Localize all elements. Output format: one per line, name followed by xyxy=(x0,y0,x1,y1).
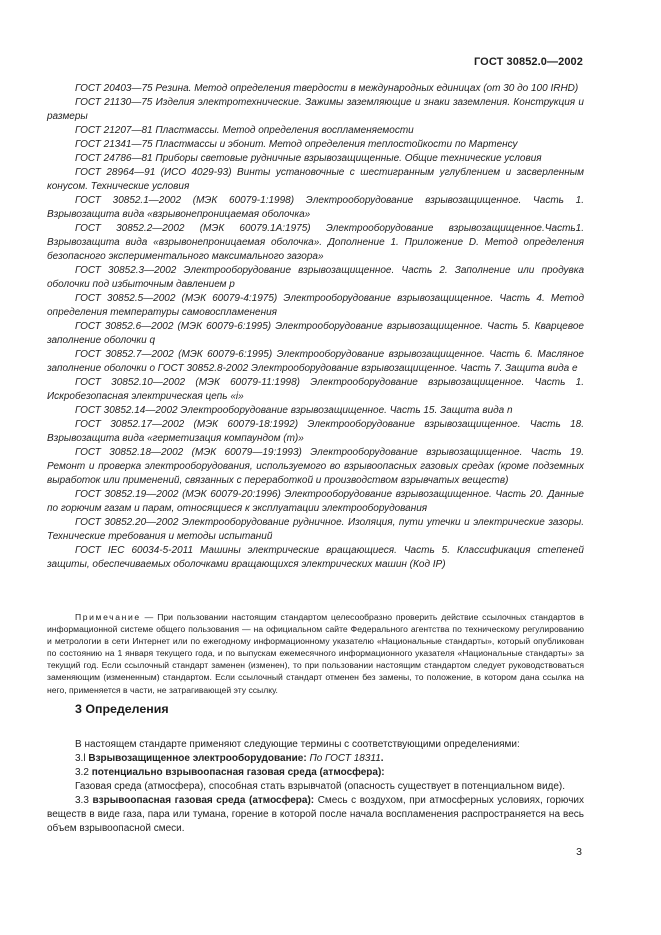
normative-references-list xyxy=(47,82,584,572)
reference-item: ГОСТ 30852.3—2002 Электрооборудование взрывозащищенное. Часть 2. Заполнение или продувка оболочки под избыточным давлением р xyxy=(47,265,584,290)
definitions-block xyxy=(47,738,584,836)
reference-item: ГОСТ 30852.10—2002 (МЭК 60079-11:1998) Электрооборудование взрывозащищенное. Часть 1. Искробезопасная электрическая цепь «i» xyxy=(47,377,584,402)
note-block xyxy=(47,611,584,696)
definition-item xyxy=(47,794,584,836)
term-name: потенциально взрывоопасная газовая среда (атмосфера): xyxy=(91,767,385,778)
reference-item: ГОСТ 30852.6—2002 (МЭК 60079-6:1995) Электрооборудование взрывозащищенное. Часть 5. Кварцевое заполнение оболочки q xyxy=(47,321,584,346)
reference-item: ГОСТ 21207—81 Пластмассы. Метод определения воспламеняемости xyxy=(75,125,414,136)
definition-text: Газовая среда (атмосфера), способная стать взрывчатой (опасность существует в потенциальном виде). xyxy=(75,781,566,792)
reference-item: ГОСТ 30852.2—2002 (МЭК 60079.1А:1975) Электрооборудование взрывозащищенное.Часть1. Взрывозащита вида «взрывонепроницаемая оболочка». Дополнение 1. Приложение D. Метод определения безопасного экспериментального максимального зазора» xyxy=(47,223,584,262)
reference-item: ГОСТ 28964—91 (ИСО 4029-93) Винты установочные с шестигранным углублением и засверленным конусом. Технические условия xyxy=(47,167,584,192)
page-number: 3 xyxy=(576,846,582,858)
reference-item: ГОСТ 30852.5—2002 (МЭК 60079-4:1975) Электрооборудование взрывозащищенное. Часть 4. Метод определения температуры самовоспламенения xyxy=(47,293,584,318)
term-number: 3.3 xyxy=(75,795,89,806)
reference-item: ГОСТ 30852.18—2002 (МЭК 60079—19:1993) Электрооборудование взрывозащищенное. Часть 19. Ремонт и проверка электрооборудования, используемого во взрывоопасных газовых средах (кроме подземных выработок или применений, связанных с переработкой и производством взрывчатых веществ) xyxy=(47,447,584,486)
section-title: 3 Определения xyxy=(75,702,169,716)
note-paragraph xyxy=(47,611,584,696)
term-number: 3.2 xyxy=(75,767,89,778)
term-name: Взрывозащищенное электрооборудование: xyxy=(88,753,307,764)
definitions-intro: В настоящем стандарте применяют следующие термины с соответствующими определениями: xyxy=(75,739,520,750)
document-header: ГОСТ 30852.0—2002 xyxy=(473,56,583,68)
reference-item: ГОСТ 30852.20—2002 Электрооборудование рудничное. Изоляция, пути утечки и электрические зазоры. Технические требования и методы испытаний xyxy=(47,517,584,542)
reference-item: ГОСТ 30852.17—2002 (МЭК 60079-18:1992) Электрооборудование взрывозащищенное. Часть 18. Взрывозащита вида «герметизация компаундом (m)» xyxy=(47,419,584,444)
reference-item: ГОСТ 24786—81 Приборы световые рудничные взрывозащищенные. Общие технические условия xyxy=(75,153,542,164)
definition-item xyxy=(47,752,584,766)
definition-text: Смесь с воздухом, при атмосферных условиях, горючих веществ в виде газа, пара или тумана, горение в которой после начала воспламенения распространяется на весь объем взрывоопасной смеси. xyxy=(47,795,585,834)
reference-item: ГОСТ 20403—75 Резина. Метод определения твердости в международных единицах (от 30 до 100 IRHD) xyxy=(75,83,579,94)
term-name: взрывоопасная газовая среда (атмосфера): xyxy=(92,795,315,806)
reference-item: ГОСТ 21341—75 Пластмассы и эбонит. Метод определения теплостойкости по Мартенсу xyxy=(75,139,518,150)
term-end: . xyxy=(380,753,384,764)
term-reference: По ГОСТ 18311 xyxy=(309,753,381,764)
note-text: — При пользовании настоящим стандартом целесообразно проверить действие ссылочных стандартов в информационной системе общего пользования — на официальном сайте Федерального агентства по техническому регулированию и метрологии в сети Интернет или по ежегодному информационному указателю «Национальные стандарты», который опубликован по состоянию на 1 января текущего года, и по выпускам ежемесячного информационного указателя «Национальные стандарты» за текущий год. Если ссылочный стандарт заменен (изменен), то при пользовании настоящим стандартом следует руководствоваться заменяющим (измененным) стандартом. Если ссылочный стандарт отменен без замены, то положение, в котором дана ссылка на него, применяется в части, не затрагивающей эту ссылку. xyxy=(47,612,584,695)
reference-item: ГОСТ 30852.7—2002 (МЭК 60079-6:1995) Электрооборудование взрывозащищенное. Часть 6. Масляное заполнение оболочки о ГОСТ 30852.8-2002 Электрооборудование взрывозащищенное. Часть 7. Защита вида е xyxy=(47,349,584,374)
reference-item: ГОСТ IEC 60034-5-2011 Машины электрические вращающиеся. Часть 5. Классификация степеней защиты, обеспечиваемых оболочками вращающихся электрических машин (Код IP) xyxy=(47,545,584,570)
reference-item: ГОСТ 30852.1—2002 (МЭК 60079-1:1998) Электрооборудование взрывозащищенное. Часть 1. Взрывозащита вида «взрывонепроницаемая оболочка» xyxy=(47,195,584,220)
reference-item: ГОСТ 21130—75 Изделия электротехнические. Зажимы заземляющие и знаки заземления. Конструкция и размеры xyxy=(47,97,584,122)
reference-item: ГОСТ 30852.14—2002 Электрооборудование взрывозащищенное. Часть 15. Защита вида n xyxy=(75,405,513,416)
note-label: Примечание xyxy=(75,612,141,622)
reference-item: ГОСТ 30852.19—2002 (МЭК 60079-20:1996) Электрооборудование взрывозащищенное. Часть 20. Данные по горючим газам и парам, относящиеся к эксплуатации электрооборудования xyxy=(47,489,584,514)
definition-item xyxy=(47,766,584,780)
term-number: 3.l xyxy=(75,753,86,764)
